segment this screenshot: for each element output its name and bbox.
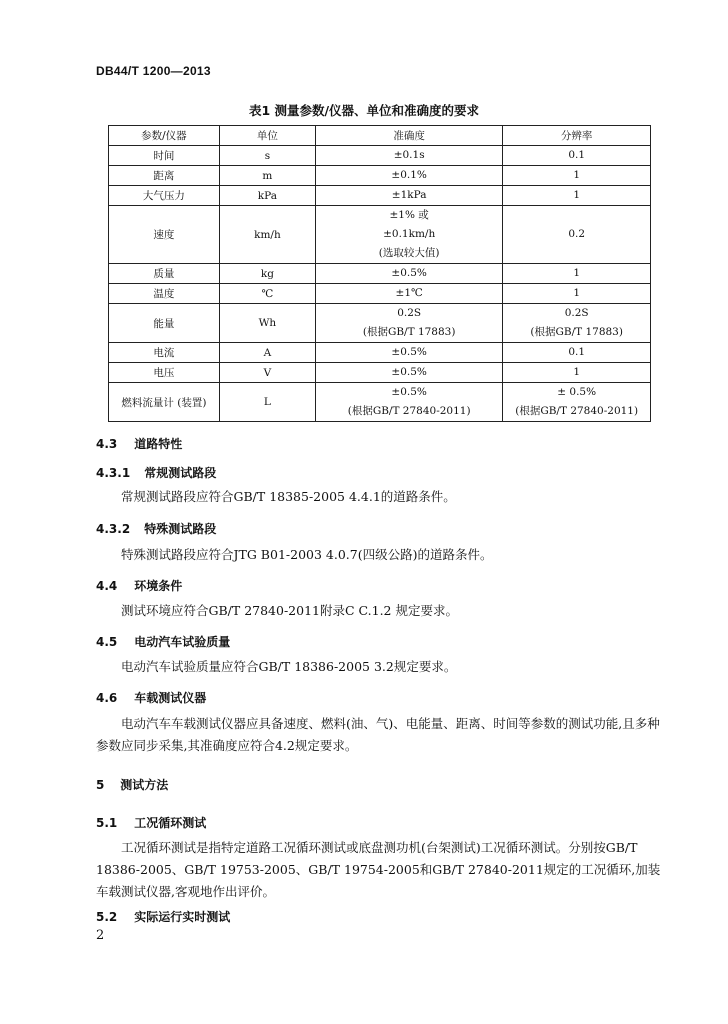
resolution-cell xyxy=(503,284,651,304)
section-heading-5-2 xyxy=(96,908,230,925)
section-number: 4.3.2 xyxy=(96,522,131,536)
section-number: 4.3 xyxy=(96,437,118,451)
param-cell: 大气压力 xyxy=(109,186,220,206)
resolution-cell xyxy=(503,264,651,284)
resolution-line: (根据GB/T 17883) xyxy=(530,326,623,338)
section-title: 道路特性 xyxy=(134,437,183,451)
accuracy-cell xyxy=(315,206,502,264)
param-cell: 电压 xyxy=(109,363,220,383)
accuracy-line: ±1℃ xyxy=(395,287,423,299)
accuracy-line: ±0.1s xyxy=(393,149,425,161)
resolution-line: 0.2S xyxy=(564,307,589,319)
unit-cell: s xyxy=(219,146,315,166)
section-title: 特殊测试路段 xyxy=(144,522,217,536)
section-heading-5 xyxy=(96,776,168,793)
unit-cell: ℃ xyxy=(219,284,315,304)
resolution-line: 1 xyxy=(573,287,580,299)
column-header: 准确度 xyxy=(315,126,502,146)
accuracy-cell xyxy=(315,383,502,422)
section-number: 4.5 xyxy=(96,635,118,649)
unit-cell: V xyxy=(219,363,315,383)
section-heading-4-3-2 xyxy=(96,520,216,537)
table-header-row xyxy=(109,126,651,146)
unit-cell: Wh xyxy=(219,304,315,343)
resolution-cell xyxy=(503,166,651,186)
accuracy-line: ±0.5% xyxy=(391,386,427,398)
section-title: 电动汽车试验质量 xyxy=(134,635,231,649)
accuracy-cell xyxy=(315,264,502,284)
resolution-line: (根据GB/T 27840-2011) xyxy=(515,405,639,417)
section-title: 常规测试路段 xyxy=(144,466,217,480)
resolution-line: 0.2 xyxy=(568,228,586,240)
accuracy-line: ±0.1% xyxy=(391,169,427,181)
standard-code: DB44/T 1200—2013 xyxy=(96,64,211,78)
section-title: 环境条件 xyxy=(134,579,183,593)
param-cell: 时间 xyxy=(109,146,220,166)
accuracy-line: ±0.1km/h xyxy=(383,228,436,240)
table-row xyxy=(109,264,651,284)
accuracy-line: ±1% 或 xyxy=(389,209,429,221)
section-number: 5.1 xyxy=(96,816,118,830)
page-number: 2 xyxy=(96,928,105,943)
resolution-cell xyxy=(503,206,651,264)
accuracy-line: ±0.5% xyxy=(391,366,427,378)
param-cell: 速度 xyxy=(109,206,220,264)
param-cell: 燃料流量计 (装置) xyxy=(109,383,220,422)
resolution-line: 1 xyxy=(573,169,580,181)
accuracy-cell xyxy=(315,146,502,166)
unit-cell: kPa xyxy=(219,186,315,206)
accuracy-line: ±0.5% xyxy=(391,346,427,358)
unit-cell: L xyxy=(219,383,315,422)
accuracy-line: (选取较大值) xyxy=(378,247,440,259)
paragraph-4-3-2: 特殊测试路段应符合JTG B01-2003 4.0.7(四级公路)的道路条件。 xyxy=(121,547,493,562)
accuracy-cell xyxy=(315,343,502,363)
section-heading-4-4 xyxy=(96,577,182,594)
section-number: 4.4 xyxy=(96,579,118,593)
param-cell: 距离 xyxy=(109,166,220,186)
accuracy-line: 0.2S xyxy=(397,307,422,319)
param-cell: 质量 xyxy=(109,264,220,284)
table-row xyxy=(109,166,651,186)
section-number: 5.2 xyxy=(96,910,118,924)
unit-cell: m xyxy=(219,166,315,186)
section-heading-5-1 xyxy=(96,814,206,831)
unit-cell: kg xyxy=(219,264,315,284)
section-heading-4-6 xyxy=(96,689,206,706)
param-cell: 温度 xyxy=(109,284,220,304)
section-number: 5 xyxy=(96,778,105,792)
accuracy-line: (根据GB/T 27840-2011) xyxy=(347,405,471,417)
resolution-line: 1 xyxy=(573,267,580,279)
accuracy-cell xyxy=(315,186,502,206)
paragraph-5-1: 工况循环测试是指特定道路工况循环测试或底盘测功机(台架测试)工况循环测试。分别按GB/T 18386-2005、GB/T 19753-2005、GB/T 19754-2005和GB/T 27840-2011规定的工况循环,加装车载测试仪器,客观地作出评价。 xyxy=(96,840,661,899)
table-row xyxy=(109,186,651,206)
param-cell: 能量 xyxy=(109,304,220,343)
resolution-line: 0.1 xyxy=(568,346,586,358)
section-heading-4-5 xyxy=(96,633,230,650)
column-header: 参数/仪器 xyxy=(109,126,220,146)
table-row xyxy=(109,343,651,363)
param-cell: 电流 xyxy=(109,343,220,363)
column-header: 分辨率 xyxy=(503,126,651,146)
table-row xyxy=(109,304,651,343)
resolution-cell xyxy=(503,383,651,422)
table-row xyxy=(109,146,651,166)
section-heading-4-3-1 xyxy=(96,464,216,481)
accuracy-cell xyxy=(315,166,502,186)
parameter-table xyxy=(108,125,651,422)
resolution-line: 1 xyxy=(573,189,580,201)
unit-cell: km/h xyxy=(219,206,315,264)
resolution-cell xyxy=(503,146,651,166)
accuracy-cell xyxy=(315,284,502,304)
accuracy-cell xyxy=(315,363,502,383)
table-body xyxy=(109,146,651,422)
section-title: 实际运行实时测试 xyxy=(134,910,231,924)
resolution-cell xyxy=(503,363,651,383)
accuracy-line: (根据GB/T 17883) xyxy=(362,326,456,338)
table-row xyxy=(109,284,651,304)
table-row xyxy=(109,383,651,422)
resolution-cell xyxy=(503,343,651,363)
resolution-cell xyxy=(503,186,651,206)
section-number: 4.6 xyxy=(96,691,118,705)
table-row xyxy=(109,206,651,264)
paragraph-4-6: 电动汽车车载测试仪器应具备速度、燃料(油、气)、电能量、距离、时间等参数的测试功能,且多种参数应同步采集,其准确度应符合4.2规定要求。 xyxy=(96,716,660,753)
paragraph-4-3-1: 常规测试路段应符合GB/T 18385-2005 4.4.1的道路条件。 xyxy=(121,489,456,504)
resolution-line: 0.1 xyxy=(568,149,586,161)
resolution-line: 1 xyxy=(573,366,580,378)
accuracy-line: ±0.5% xyxy=(391,267,427,279)
section-title: 工况循环测试 xyxy=(134,816,207,830)
paragraph-4-4: 测试环境应符合GB/T 27840-2011附录C C.1.2 规定要求。 xyxy=(121,603,458,618)
resolution-cell xyxy=(503,304,651,343)
table-row xyxy=(109,363,651,383)
paragraph-4-5: 电动汽车试验质量应符合GB/T 18386-2005 3.2规定要求。 xyxy=(121,659,457,674)
unit-cell: A xyxy=(219,343,315,363)
accuracy-cell xyxy=(315,304,502,343)
section-title: 测试方法 xyxy=(120,778,169,792)
section-title: 车载测试仪器 xyxy=(134,691,207,705)
accuracy-line: ±1kPa xyxy=(391,189,427,201)
resolution-line: ± 0.5% xyxy=(557,386,597,398)
section-number: 4.3.1 xyxy=(96,466,131,480)
table-title: 表1 测量参数/仪器、单位和准确度的要求 xyxy=(248,103,480,118)
column-header: 单位 xyxy=(219,126,315,146)
section-heading-4-3 xyxy=(96,435,182,452)
